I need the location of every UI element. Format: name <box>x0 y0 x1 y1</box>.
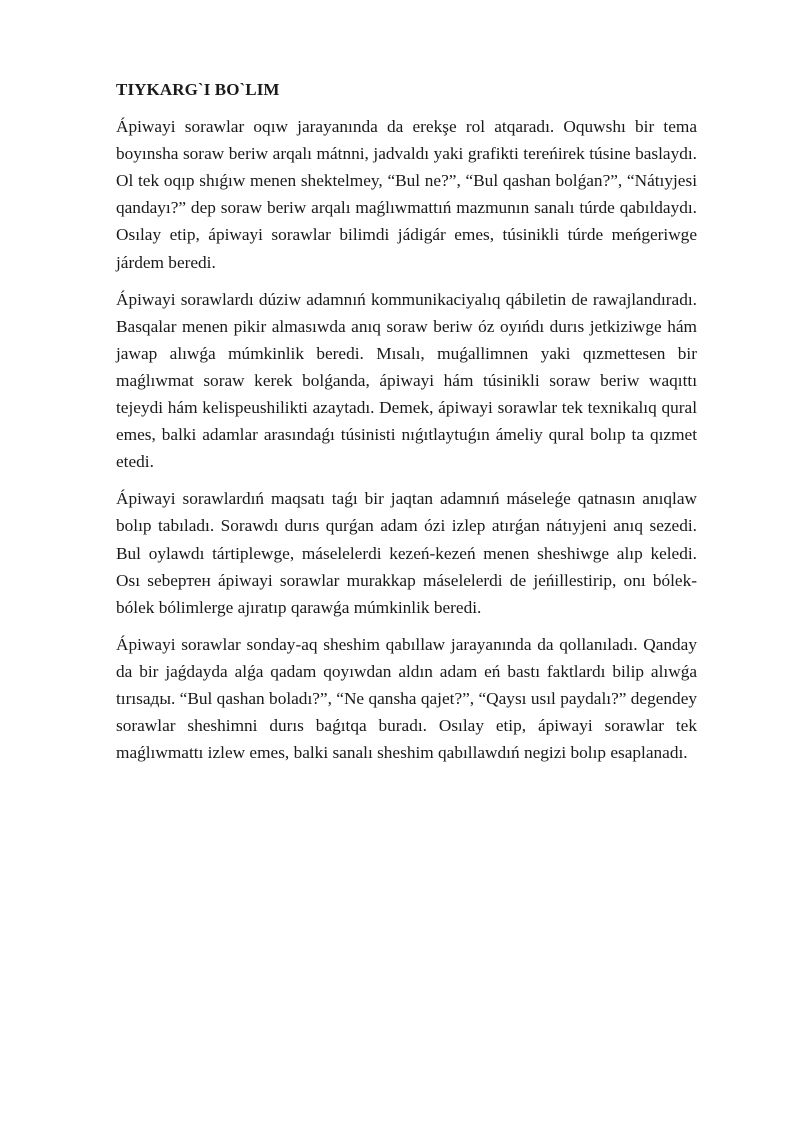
paragraph-1: Ápiwayi sorawlar oqıw jarayanında da erekşe rol atqaradı. Oquwshı bir tema boyınsha soraw beriw arqalı mátnni, jadvaldı yaki grafikti tereńirek túsine baslaydı. Ol tek oqıp shıǵıw menen shektelmey, “Bul ne?”, “Bul qashan bolǵan?”, “Nátıyjesi qandayı?” dep soraw beriw arqalı maǵlıwmattıń mazmunın sanalı túrde qabıldaydı. Osılay etip, ápiwayi sorawlar bilimdi jádigár emes, túsinikli túrde meńgeriwge járdem beredi. <box>116 117 697 272</box>
paragraph-4: Ápiwayi sorawlar sonday-aq sheshim qabıllaw jarayanında da qollanıladı. Qanday da bir jaǵdayda alǵa qadam qoyıwdan aldın adam eń bastı faktlardı bilip alıwǵa tırısады. “Bul qashan boladı?”, “Ne qansha qajet?”, “Qaysı usıl paydalı?” degendey sorawlar sheshimni durıs baǵıtqa buradı. Osılay etip, ápiwayi sorawlar tek maǵlıwmattı izlew emes, balki sanalı sheshim qabıllawdıń negizi bolıp esaplanadı. <box>116 634 697 763</box>
section-heading: TIYKARG`I BO`LIM <box>116 80 280 99</box>
paragraph-3: Ápiwayi sorawlardıń maqsatı taǵı bir jaqtan adamnıń máseleǵe qatnasın anıqlaw bolıp tabıladı. Sorawdı durıs qurǵan adam ózi izlep atırǵan nátıyjeni anıq sezedi. Bul oylawdı tártiplewge, máselelerdi kezeń-kezeń menen sheshiwge alıp keledi. Osı sebeртен ápiwayi sorawlar murakkap máselelerdi de jeńillestirip, onı bólek-bólek bólimlerge ajıratıp qarawǵa múmkinlik beredi. <box>116 489 697 617</box>
paragraph-2: Ápiwayi sorawlardı dúziw adamnıń kommunikaciyalıq qábiletin de rawajlandıradı. Basqalar menen pikir almasıwda anıq soraw beriw óz oyıńdı durıs jetkiziwge hám jawap alıwǵa múmkinlik beredi. Mısalı, muǵallimnen yaki qızmettesen bir maǵlıwmat soraw kerek bolǵanda, ápiwayi hám túsinikli soraw beriw waqıttı tejeydi hám kelispeushilikti azaytadı. Demek, ápiwayi sorawlar tek texnikalıq qural emes, balki adamlar arasındaǵı túsinisti nıǵıtlaytuǵın ámeliy qural bolıp ta qızmet etedi. <box>116 289 697 472</box>
document-page <box>116 76 697 776</box>
